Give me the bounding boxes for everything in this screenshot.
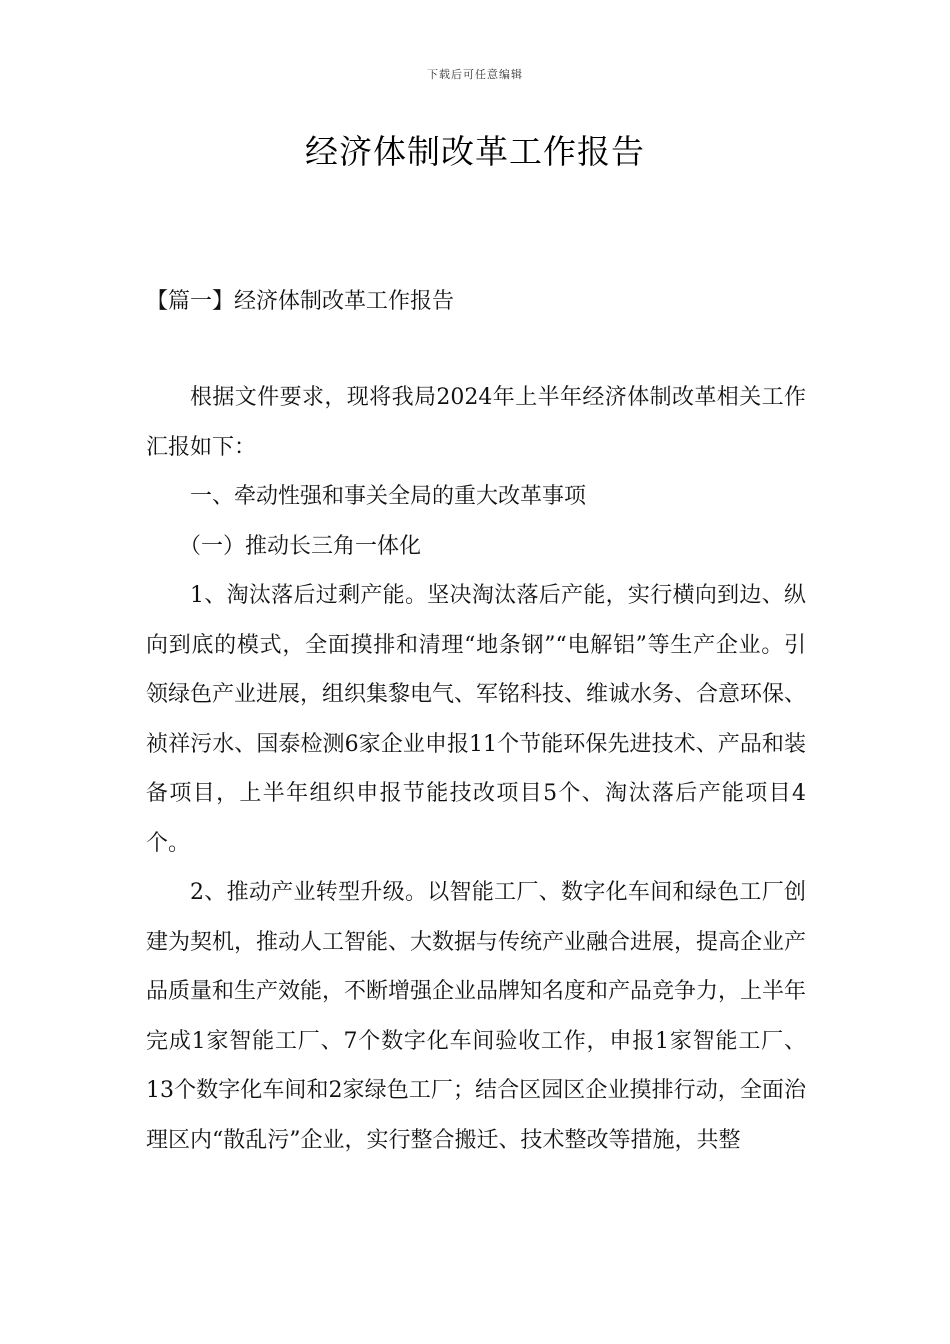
header-note: 下载后可任意编辑 xyxy=(427,68,523,81)
section-label: 【篇一】经济体制改革工作报告 xyxy=(146,289,455,314)
paragraph-item-1: 1、淘汰落后过剩产能。坚决淘汰落后产能，实行横向到边、纵向到底的模式，全面摸排和清理“地条钢”“电解铝”等生产企业。引领绿色产业进展，组织集黎电气、军铭科技、维诚水务、合意环保、祯祥污水、国泰检测6家企业申报11个节能环保先进技术、产品和装备项目，上半年组织申报节能技改项目5个、淘汰落后产能项目4个。 xyxy=(146,583,807,856)
document-body xyxy=(146,373,806,1165)
heading-level-2: （一）推动长三角一体化 xyxy=(179,533,422,559)
paragraph-item-2: 2、推动产业转型升级。以智能工厂、数字化车间和绿色工厂创建为契机，推动人工智能、大数据与传统产业融合进展，提高企业产品质量和生产效能，不断增强企业品牌知名度和产品竞争力，上半年完成1家智能工厂、7个数字化车间验收工作，申报1家智能工厂、13个数字化车间和2家绿色工厂；结合区园区企业摸排行动，全面治理区内“散乱污”企业，实行整合搬迁、技术整改等措施，共整 xyxy=(146,880,807,1153)
paragraph-intro: 根据文件要求，现将我局2024年上半年经济体制改革相关工作汇报如下： xyxy=(146,385,806,460)
heading-level-1: 一、牵动性强和事关全局的重大改革事项 xyxy=(190,484,587,509)
document-title: 经济体制改革工作报告 xyxy=(305,132,645,171)
